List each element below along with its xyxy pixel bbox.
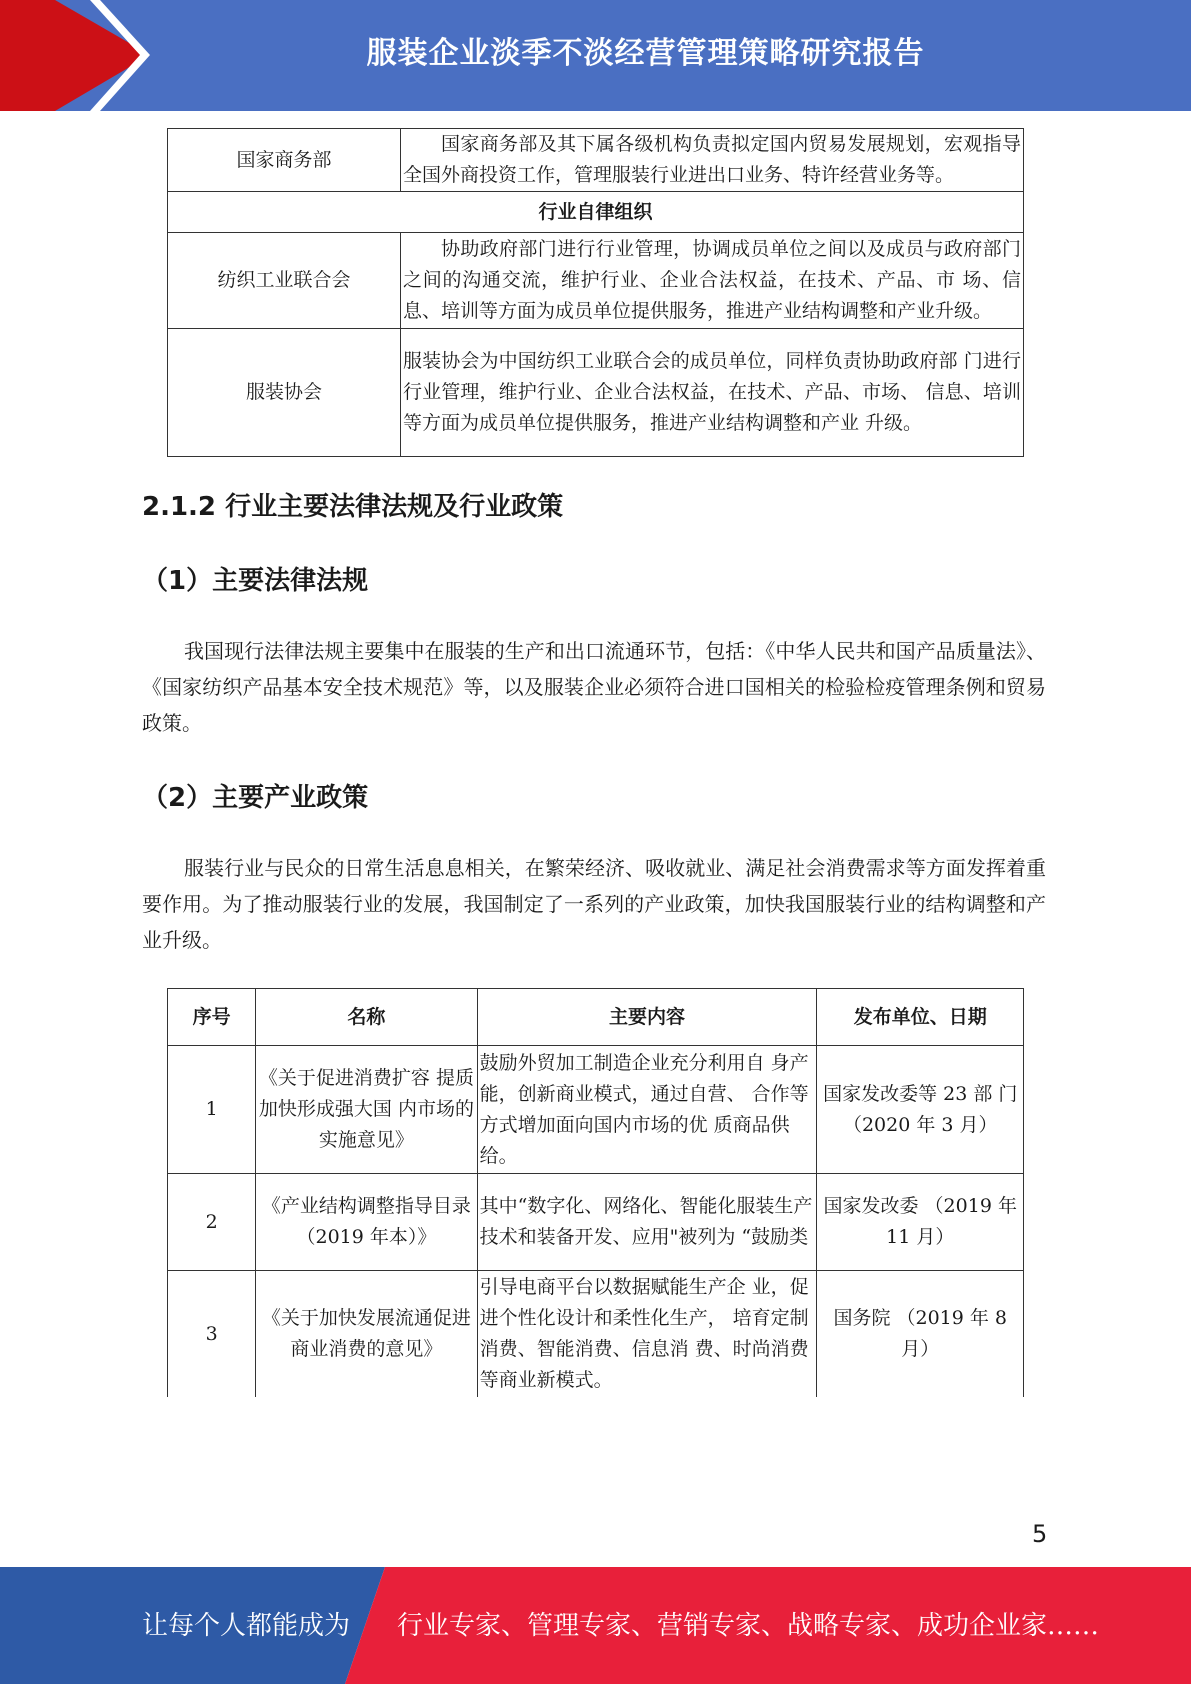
column-header: 主要内容 (477, 989, 817, 1046)
paragraph-laws: 我国现行法律法规主要集中在服装的生产和出口流通环节，包括：《中华人民共和国产品质量法》、《国家纺织产品基本安全技术规范》等，以及服装企业必须符合进口国相关的检验检疫管理条例和贸易政策。 (142, 639, 1046, 735)
footer-slogan-left: 让每个人都能成为 (142, 1611, 351, 1641)
section-heading: 2.1.2 行业主要法律法规及行业政策 (142, 492, 564, 522)
footer-slogan-right: 行业专家、管理专家、营销专家、战略专家、成功企业家…… (397, 1611, 1100, 1641)
policy-issuer: 国务院 （2019 年 8 月） (817, 1271, 1024, 1398)
table-row (168, 129, 1024, 192)
policy-content: 其中“数字化、网络化、智能化服装生产技术和装备开发、应用"被列为 “鼓励类 (477, 1174, 817, 1271)
table-row (168, 233, 1024, 329)
paragraph-policies: 服装行业与民众的日常生活息息相关，在繁荣经济、吸收就业、满足社会消费需求等方面发挥着重要作用。为了推动服装行业的发展，我国制定了一系列的产业政策，加快我国服装行业的结构调整和产业升级。 (142, 856, 1046, 952)
table-row (168, 329, 1024, 457)
row-number: 1 (168, 1046, 256, 1174)
page-header (0, 0, 1191, 111)
org-name: 服装协会 (168, 329, 401, 457)
document-title: 服装企业淡季不淡经营管理策略研究报告 (366, 36, 925, 71)
section-label: 行业自律组织 (168, 192, 1024, 233)
page-number: 5 (1032, 1520, 1048, 1548)
policy-content: 引导电商平台以数据赋能生产企 业，促进个性化设计和柔性化生产， 培育定制消费、智能消费、信息消 费、时尚消费等商业新模式。 (477, 1271, 817, 1398)
table-header-row (168, 989, 1024, 1046)
org-description: 协助政府部门进行行业管理，协调成员单位之间以及成员与政府部门之间的沟通交流，维护行业、企业合法权益，在技术、产品、市 场、信息、培训等方面为成员单位提供服务，推进产业结构调整和产业升级。 (401, 233, 1024, 329)
row-number: 3 (168, 1271, 256, 1398)
org-name: 国家商务部 (168, 129, 401, 192)
table-section-row (168, 192, 1024, 233)
subsection-heading-laws: （1）主要法律法规 (142, 566, 369, 596)
table-row (168, 1271, 1024, 1398)
header-red-arrow (0, 0, 150, 111)
policy-content: 鼓励外贸加工制造企业充分利用自 身产能，创新商业模式，通过自营、 合作等方式增加面向国内市场的优 质商品供给。 (477, 1046, 817, 1174)
subsection-heading-policies: （2）主要产业政策 (142, 783, 369, 813)
column-header: 序号 (168, 989, 256, 1046)
policy-name: 《产业结构调整指导目录（2019 年本）》 (256, 1174, 477, 1271)
policy-issuer: 国家发改委等 23 部 门（2020 年 3 月） (817, 1046, 1024, 1174)
policy-name: 《关于促进消费扩容 提质加快形成强大国 内市场的实施意见》 (256, 1046, 477, 1174)
page-footer (0, 1567, 1191, 1684)
policy-name: 《关于加快发展流通促进商业消费的意见》 (256, 1271, 477, 1398)
policy-issuer: 国家发改委 （2019 年 11 月） (817, 1174, 1024, 1271)
column-header: 名称 (256, 989, 477, 1046)
row-number: 2 (168, 1174, 256, 1271)
table-row (168, 1046, 1024, 1174)
column-header: 发布单位、日期 (817, 989, 1024, 1046)
org-description: 服装协会为中国纺织工业联合会的成员单位，同样负责协助政府部 门进行行业管理，维护行业、企业合法权益，在技术、产品、市场、 信息、培训等方面为成员单位提供服务，推进产业结构调整和产业 升级。 (401, 329, 1024, 457)
org-description: 国家商务部及其下属各级机构负责拟定国内贸易发展规划，宏观指导全国外商投资工作，管理服装行业进出口业务、特许经营业务等。 (401, 129, 1024, 192)
table-row (168, 1174, 1024, 1271)
organization-table (167, 128, 1024, 457)
org-name: 纺织工业联合会 (168, 233, 401, 329)
policy-table (167, 988, 1024, 1397)
